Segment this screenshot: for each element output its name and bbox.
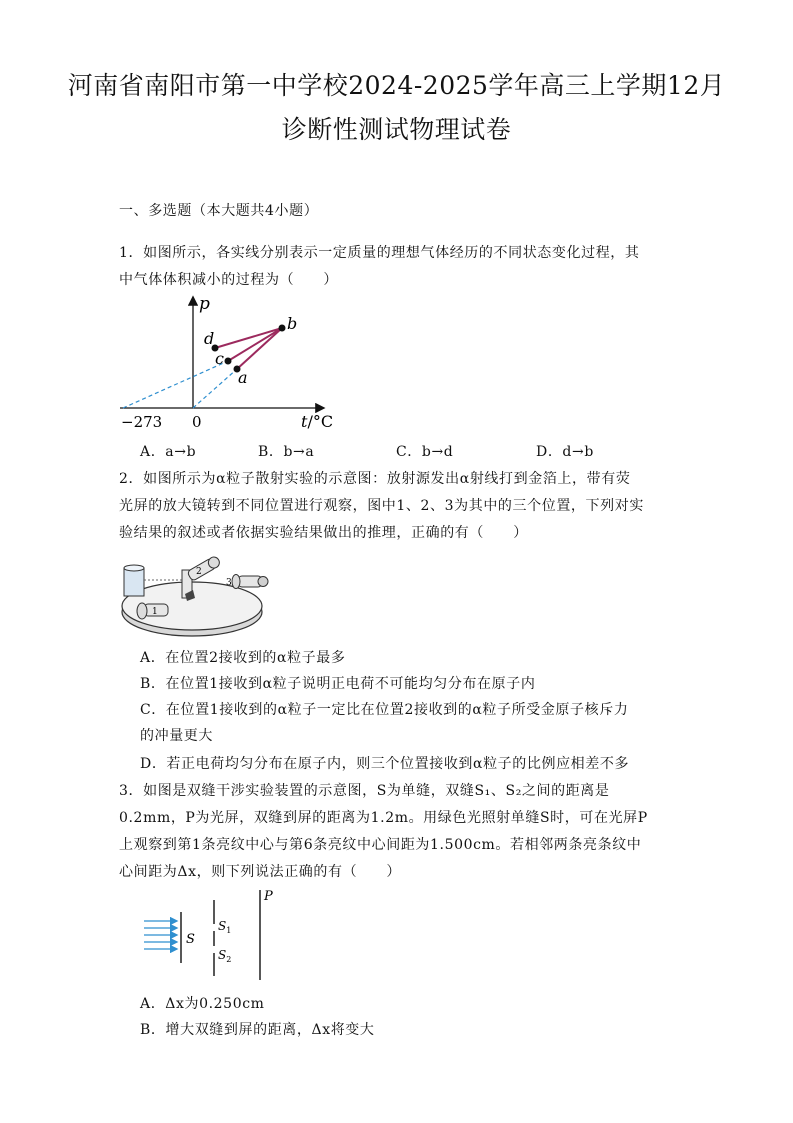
q3-option-b: B．增大双缝到屏的距离，Δx将变大 bbox=[140, 1022, 375, 1038]
title-line-1: 河南省南阳市第一中学校2024-2025学年高三上学期12月 bbox=[67, 71, 726, 100]
q3-option-a: A．Δx为0.250cm bbox=[140, 996, 265, 1012]
q2-line-1: 2．如图所示为α粒子散射实验的示意图：放射源发出α射线打到金箔上，带有荧 bbox=[119, 471, 631, 487]
label-p: p bbox=[199, 294, 210, 314]
label-zero: 0 bbox=[192, 413, 202, 431]
label-t-unit: /°C bbox=[307, 412, 334, 431]
q1-line-2: 中气体体积减小的过程为（ ） bbox=[119, 272, 338, 288]
label-neg273: −273 bbox=[121, 413, 163, 431]
label-S2: $S_2$ bbox=[218, 948, 232, 964]
source-box bbox=[124, 568, 144, 596]
q1-line-1: 1．如图所示，各实线分别表示一定质量的理想气体经历的不同状态变化过程，其 bbox=[119, 245, 640, 261]
microscope-3 bbox=[232, 575, 268, 589]
q2-option-c-line-2: 的冲量更大 bbox=[140, 728, 213, 744]
q1-option-a: A．a→b bbox=[140, 444, 197, 460]
label-S1: $S_1$ bbox=[218, 919, 232, 935]
q1-figure-pt-graph bbox=[115, 292, 345, 434]
dashed-line-a bbox=[193, 369, 237, 408]
q2-option-c-line-1: C．在位置1接收到的α粒子一定比在位置2接收到的α粒子所受金原子核斥力 bbox=[140, 702, 629, 718]
point-b bbox=[279, 325, 286, 332]
light-arrows bbox=[144, 921, 176, 949]
label-position-3: 3 bbox=[226, 578, 232, 588]
q3-figure-double-slit bbox=[140, 886, 290, 982]
q3-line-2: 0.2mm，P为光屏，双缝到屏的距离为1.2m。用绿色光照射单缝S时，可在光屏P bbox=[119, 810, 648, 826]
q1-option-b: B．b→a bbox=[258, 444, 315, 460]
q2-option-b: B．在位置1接收到α粒子说明正电荷不可能均匀分布在原子内 bbox=[140, 676, 536, 692]
label-c: c bbox=[215, 349, 224, 368]
point-c bbox=[225, 358, 232, 365]
q3-line-3: 上观察到第1条亮纹中心与第6条亮纹中心间距为1.500cm。若相邻两条亮条纹中 bbox=[119, 837, 642, 853]
label-d: d bbox=[204, 329, 215, 348]
q3-line-1: 3．如图是双缝干涉实验装置的示意图，S为单缝，双缝S₁、S₂之间的距离是 bbox=[119, 783, 610, 799]
label-t-axis bbox=[301, 412, 333, 431]
q1-option-d: D．d→b bbox=[536, 444, 594, 460]
section-heading: 一、多选题（本大题共4小题） bbox=[119, 203, 319, 219]
q2-option-a: A．在位置2接收到的α粒子最多 bbox=[140, 650, 346, 666]
dashed-line-c bbox=[123, 361, 228, 408]
q2-line-3: 验结果的叙述或者依据实验结果做出的推理，正确的有（ ） bbox=[119, 525, 528, 541]
label-a: a bbox=[238, 368, 248, 387]
q1-option-c: C．b→d bbox=[396, 444, 454, 460]
microscope-2 bbox=[187, 555, 222, 581]
process-line-cb bbox=[228, 328, 282, 361]
label-position-2: 2 bbox=[196, 567, 202, 577]
label-P: P bbox=[264, 889, 273, 904]
q3-line-4: 心间距为Δx，则下列说法正确的有（ ） bbox=[119, 864, 402, 880]
q2-line-2: 光屏的放大镜转到不同位置进行观察，图中1、2、3为其中的三个位置，下列对实 bbox=[119, 498, 644, 514]
label-position-1: 1 bbox=[152, 607, 158, 617]
title-line-2: 诊断性测试物理试卷 bbox=[281, 115, 512, 144]
label-t: t bbox=[301, 412, 308, 431]
label-b: b bbox=[287, 314, 298, 333]
label-S: S bbox=[186, 932, 195, 947]
q2-option-d: D．若正电荷均匀分布在原子内，则三个位置接收到α粒子的比例应相差不多 bbox=[140, 756, 630, 772]
q2-figure-alpha-scattering bbox=[116, 554, 276, 640]
